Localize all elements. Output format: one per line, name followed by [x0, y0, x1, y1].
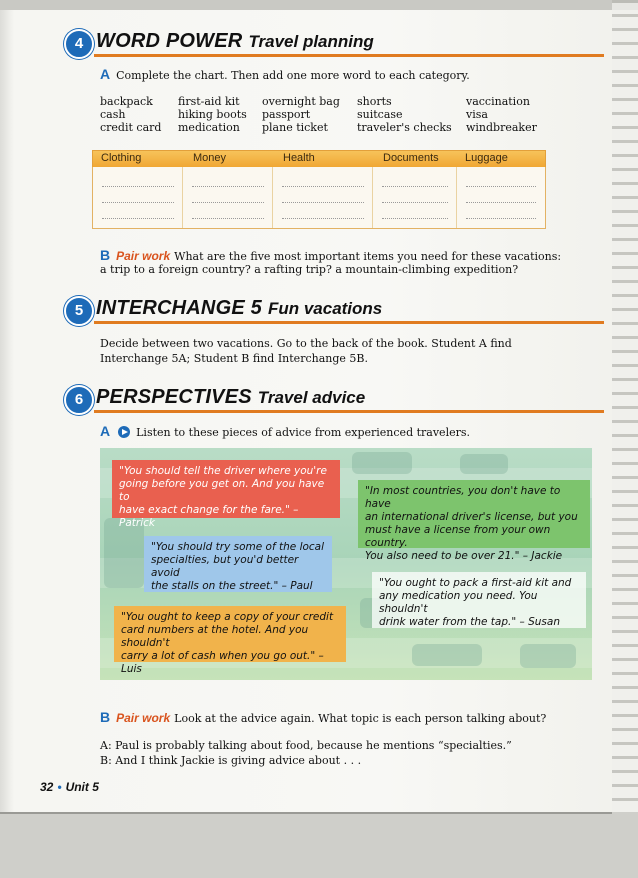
- instruction-text: Complete the chart. Then add one more word to each category.: [116, 69, 470, 82]
- chart-divider: [372, 167, 373, 228]
- chart-header-money: Money: [193, 152, 227, 164]
- blank-line[interactable]: [282, 218, 364, 219]
- listen-instruction: [100, 423, 470, 440]
- word: suitcase: [357, 108, 403, 121]
- unit-label: Unit 5: [65, 780, 99, 794]
- blank-line[interactable]: [282, 202, 364, 203]
- part-letter: B: [100, 709, 111, 725]
- pair-work-label: Pair work: [116, 711, 171, 725]
- chart-divider: [272, 167, 273, 228]
- word-column-1: [100, 95, 161, 134]
- word: windbreaker: [466, 121, 537, 134]
- blank-line[interactable]: [466, 218, 536, 219]
- word-column-4: [357, 95, 452, 134]
- instruction-text: Listen to these pieces of advice from experienced travelers.: [136, 426, 470, 439]
- chart-header-row: [92, 150, 546, 168]
- part-b-prompt-line-2: a trip to a foreign country? a rafting trip? a mountain-climbing expedition?: [100, 263, 519, 276]
- section-title-main: WORD POWER: [96, 30, 243, 52]
- word: passport: [262, 108, 311, 121]
- word: cash: [100, 108, 126, 121]
- interchange-line-2: Interchange 5A; Student B find Interchange 5B.: [100, 352, 368, 365]
- word: first-aid kit: [178, 95, 240, 108]
- blank-line[interactable]: [466, 186, 536, 187]
- advice-line: drink water from the tap." – Susan: [379, 616, 560, 628]
- advice-line: "You ought to keep a copy of your credit: [121, 611, 334, 623]
- blank-line[interactable]: [466, 202, 536, 203]
- section-title-sub: Fun vacations: [267, 299, 383, 318]
- chart-header-clothing: Clothing: [101, 152, 142, 164]
- advice-line: have exact change for the fare." – Patrick: [119, 504, 299, 529]
- part-a-instruction: [100, 66, 470, 83]
- section-rule: [94, 410, 604, 413]
- word: traveler's checks: [357, 121, 452, 134]
- airplane-icon: [520, 644, 576, 668]
- section-5-header: [64, 296, 624, 324]
- section-rule: [94, 321, 604, 324]
- advice-card-paul: [144, 536, 332, 592]
- word-column-5: [466, 95, 537, 134]
- advice-line: You also need to be over 21." – Jackie: [365, 550, 563, 562]
- word: shorts: [357, 95, 392, 108]
- advice-line: an international driver's license, but you: [365, 511, 578, 523]
- travel-advice-illustration: [100, 448, 592, 680]
- word: medication: [178, 121, 240, 134]
- chart-header-documents: Documents: [383, 152, 439, 164]
- word: plane ticket: [262, 121, 328, 134]
- page-bottom-line: [0, 812, 612, 814]
- part-letter: A: [100, 423, 111, 439]
- bus-icon: [352, 452, 412, 474]
- advice-card-luis: [114, 606, 346, 675]
- word: credit card: [100, 121, 162, 134]
- section-4-header: [64, 29, 624, 57]
- chart-divider: [182, 167, 183, 228]
- advice-line: any medication you need. You shouldn't: [379, 590, 538, 615]
- blank-line[interactable]: [192, 218, 264, 219]
- blank-line[interactable]: [102, 218, 174, 219]
- blank-line[interactable]: [382, 202, 448, 203]
- bus-icon: [412, 644, 482, 666]
- advice-line: "In most countries, you don't have to have: [365, 485, 561, 510]
- part-letter: A: [100, 66, 111, 82]
- advice-line: "You should tell the driver where you're: [119, 465, 327, 477]
- chart-header-luggage: Luggage: [465, 152, 508, 164]
- pair-work-label: Pair work: [116, 249, 171, 263]
- section-title-main: INTERCHANGE 5: [96, 297, 262, 319]
- advice-line: going before you get on. And you have to: [119, 478, 325, 503]
- advice-line: "You ought to pack a first-aid kit and: [379, 577, 572, 589]
- prompt-line-1: What are the five most important items you need for these vacations:: [174, 250, 562, 263]
- section-number-badge: 5: [64, 296, 94, 326]
- blank-line[interactable]: [282, 186, 364, 187]
- suitcase-icon: [460, 454, 508, 474]
- section-6-header: [64, 385, 624, 413]
- footer-bullet: •: [57, 780, 62, 794]
- chart-header-health: Health: [283, 152, 315, 164]
- word: backpack: [100, 95, 153, 108]
- page-footer: [40, 780, 99, 794]
- page-bottom-edge: [0, 812, 638, 878]
- section-number-badge: 6: [64, 385, 94, 415]
- interchange-line-1: Decide between two vacations. Go to the back of the book. Student A find: [100, 337, 512, 350]
- advice-line: the stalls on the street." – Paul: [151, 580, 313, 592]
- blank-line[interactable]: [102, 186, 174, 187]
- blank-line[interactable]: [382, 218, 448, 219]
- part-letter: B: [100, 247, 111, 263]
- section-title-sub: Travel advice: [257, 388, 366, 407]
- dialog-line-b: B: And I think Jackie is giving advice about . . .: [100, 754, 362, 767]
- word-column-2: [178, 95, 247, 134]
- blank-line[interactable]: [192, 186, 264, 187]
- word: overnight bag: [262, 95, 340, 108]
- section-title-main: PERSPECTIVES: [96, 386, 252, 408]
- spiral-binding: [612, 0, 638, 878]
- section-rule: [94, 54, 604, 57]
- category-chart: [92, 150, 544, 228]
- word: visa: [466, 108, 488, 121]
- chart-body: [92, 167, 546, 229]
- advice-line: specialties, but you'd better avoid: [151, 554, 299, 579]
- instruction-text: Look at the advice again. What topic is each person talking about?: [174, 712, 547, 725]
- advice-card-jackie: [358, 480, 590, 562]
- advice-line: carry a lot of cash when you go out." – Luis: [121, 650, 324, 675]
- blank-line[interactable]: [382, 186, 448, 187]
- advice-line: card numbers at the hotel. And you shouldn't: [121, 624, 309, 649]
- advice-line: must have a license from your own country.: [365, 524, 551, 549]
- dialog-line-a: A: Paul is probably talking about food, because he mentions “specialties.”: [100, 739, 512, 752]
- part-b-prompt: [100, 709, 546, 726]
- chart-divider: [456, 167, 457, 228]
- audio-icon[interactable]: [118, 426, 130, 438]
- section-title: [96, 297, 382, 320]
- word-column-3: [262, 95, 340, 134]
- section-number-badge: 4: [64, 29, 94, 59]
- word: hiking boots: [178, 108, 247, 121]
- page-number: 32: [40, 780, 54, 794]
- advice-card-susan: [372, 572, 586, 628]
- page-top-edge: [0, 0, 638, 10]
- advice-line: "You should try some of the local: [151, 541, 325, 553]
- word: vaccination: [466, 95, 530, 108]
- blank-line[interactable]: [192, 202, 264, 203]
- section-title: [96, 386, 365, 409]
- blank-line[interactable]: [102, 202, 174, 203]
- section-title-sub: Travel planning: [248, 32, 374, 51]
- advice-card-patrick: [112, 460, 340, 529]
- section-title: [96, 30, 374, 53]
